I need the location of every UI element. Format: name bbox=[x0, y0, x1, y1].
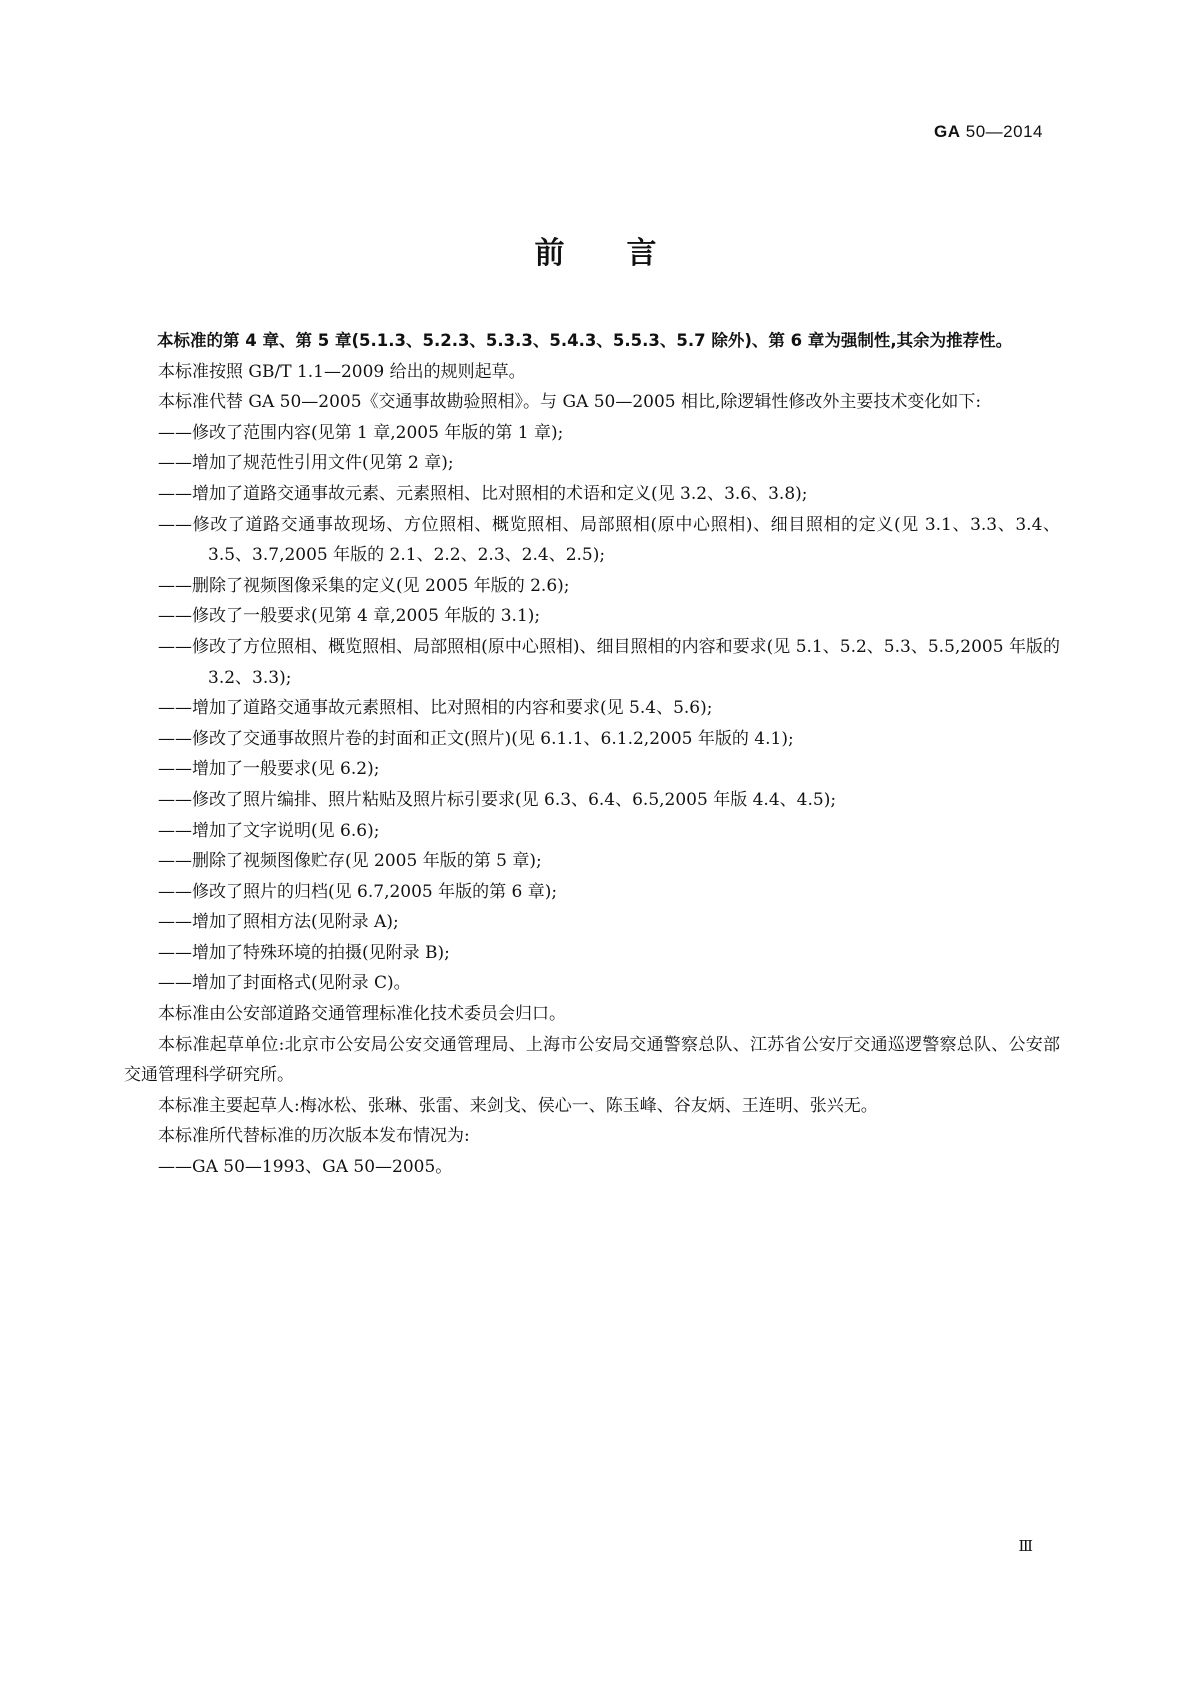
list-item: ——增加了封面格式(见附录 C)。 bbox=[158, 973, 411, 994]
list-item: ——修改了一般要求(见第 4 章,2005 年版的 3.1); bbox=[158, 606, 541, 627]
history-intro-paragraph: 本标准所代替标准的历次版本发布情况为: bbox=[158, 1126, 470, 1147]
standard-code bbox=[934, 122, 1043, 142]
list-item: ——修改了照片编排、照片粘贴及照片标引要求(见 6.3、6.4、6.5,2005 年版 4.4、4.5); bbox=[158, 789, 837, 810]
list-item: ——修改了道路交通事故现场、方位照相、概览照相、局部照相(原中心照相)、细目照相的定义(见 3.1、3.3、3.4、3.5、3.7,2005 年版的 2.1、2.2、2.3、2.4、2.5); bbox=[158, 514, 1060, 566]
list-item: ——增加了道路交通事故元素照相、比对照相的内容和要求(见 5.4、5.6); bbox=[158, 698, 713, 719]
list-item: ——增加了照相方法(见附录 A); bbox=[158, 912, 399, 933]
replacement-paragraph: 本标准代替 GA 50—2005《交通事故勘验照相》。与 GA 50—2005 相比,除逻辑性修改外主要技术变化如下: bbox=[158, 392, 982, 413]
list-item: ——修改了方位照相、概览照相、局部照相(原中心照相)、细目照相的内容和要求(见 5.1、5.2、5.3、5.5,2005 年版的 3.2、3.3); bbox=[158, 636, 1060, 688]
list-item: ——增加了一般要求(见 6.2); bbox=[158, 759, 380, 780]
drafting-rules-paragraph: 本标准按照 GB/T 1.1—2009 给出的规则起草。 bbox=[158, 361, 526, 382]
list-item: ——增加了道路交通事故元素、元素照相、比对照相的术语和定义(见 3.2、3.6、3.8); bbox=[158, 483, 808, 504]
list-item: ——增加了文字说明(见 6.6); bbox=[158, 820, 380, 841]
standard-code-prefix: GA bbox=[934, 122, 961, 141]
foreword-body bbox=[124, 326, 1060, 1183]
list-item: ——修改了范围内容(见第 1 章,2005 年版的第 1 章); bbox=[158, 422, 564, 443]
responsible-committee-paragraph: 本标准由公安部道路交通管理标准化技术委员会归口。 bbox=[158, 1004, 566, 1025]
page-title: 前言 bbox=[534, 236, 719, 271]
page-number: Ⅲ bbox=[1018, 1537, 1033, 1555]
list-item: ——增加了特殊环境的拍摄(见附录 B); bbox=[158, 942, 450, 963]
standard-code-number: 50—2014 bbox=[965, 122, 1043, 141]
drafters-paragraph: 本标准主要起草人:梅冰松、张琳、张雷、来剑戈、侯心一、陈玉峰、谷友炳、王连明、张兴无。 bbox=[158, 1095, 878, 1116]
list-item: ——删除了视频图像贮存(见 2005 年版的第 5 章); bbox=[158, 851, 542, 872]
drafting-units-paragraph: 本标准起草单位:北京市公安局公安交通管理局、上海市公安局交通警察总队、江苏省公安厅交通巡逻警察总队、公安部交通管理科学研究所。 bbox=[124, 1034, 1060, 1086]
list-item: ——修改了照片的归档(见 6.7,2005 年版的第 6 章); bbox=[158, 881, 558, 902]
list-item: ——删除了视频图像采集的定义(见 2005 年版的 2.6); bbox=[158, 575, 570, 596]
mandatory-statement: 本标准的第 4 章、第 5 章(5.1.3、5.2.3、5.3.3、5.4.3、5.5.3、5.7 除外)、第 6 章为强制性,其余为推荐性。 bbox=[157, 331, 1013, 350]
history-item: ——GA 50—1993、GA 50—2005。 bbox=[158, 1157, 453, 1178]
list-item: ——修改了交通事故照片卷的封面和正文(照片)(见 6.1.1、6.1.2,2005 年版的 4.1); bbox=[158, 728, 794, 749]
changes-list bbox=[124, 418, 1060, 999]
list-item: ——增加了规范性引用文件(见第 2 章); bbox=[158, 453, 454, 474]
